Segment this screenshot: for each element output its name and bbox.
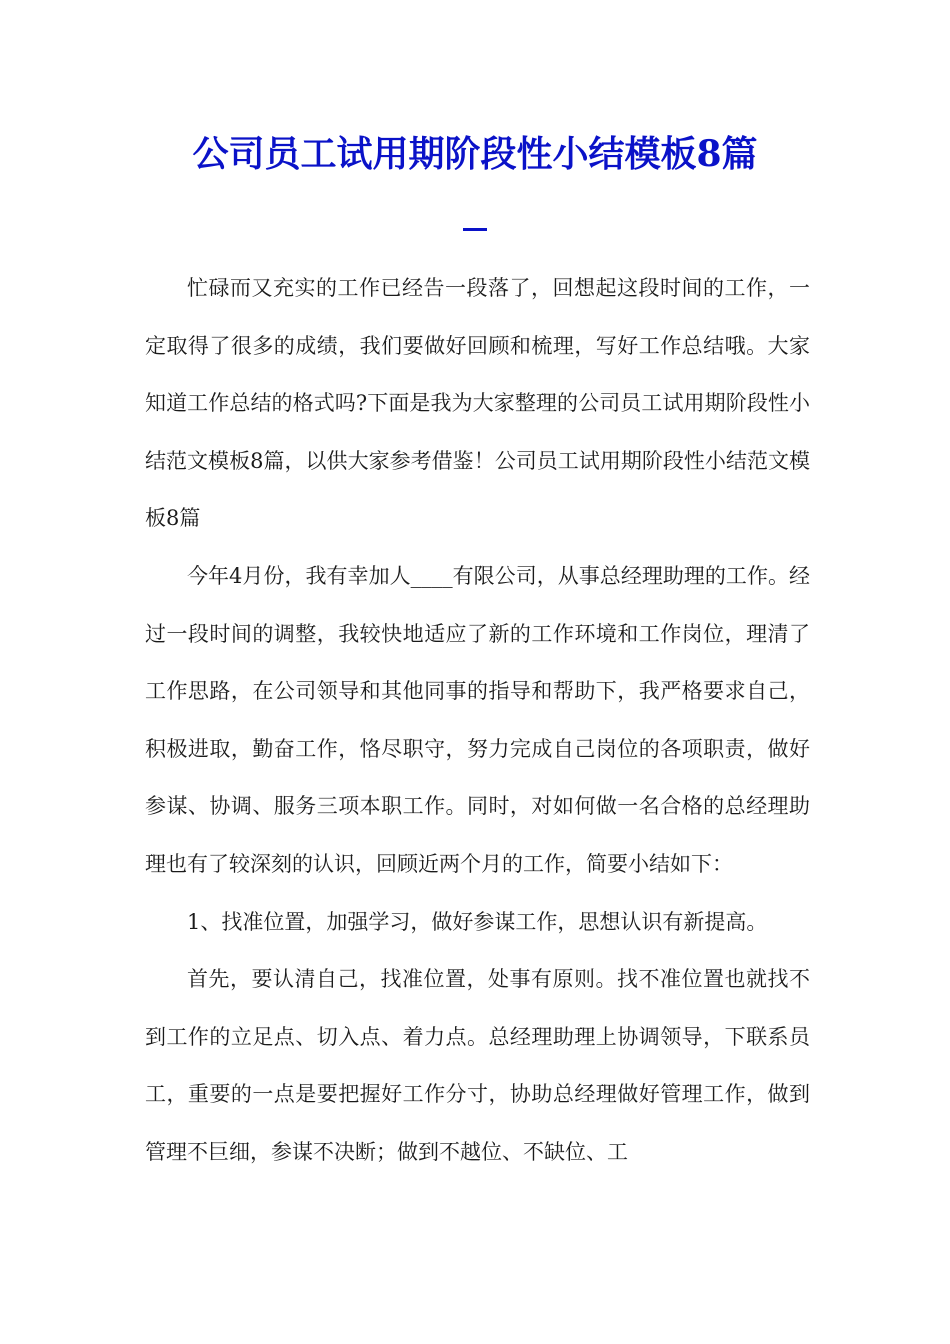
paragraph-intro: 忙碌而又充实的工作已经告一段落了，回想起这段时间的工作，一定取得了很多的成绩，我们要做好回顾和梳理，写好工作总结哦。大家知道工作总结的格式吗?下面是我为大家整理的公司员工试用期阶段性小结范文模板8篇，以供大家参考借鉴！公司员工试用期阶段性小结范文模板8篇 [145, 276, 810, 531]
paragraph-first-point: 首先，要认清自己，找准位置，处事有原则。找不准位置也就找不到工作的立足点、切入点、着力点。总经理助理上协调领导，下联系员工，重要的一点是要把握好工作分寸，协助总经理做好管理工作，做到管理不巨细，参谋不决断；做到不越位、不缺位、工 [145, 967, 810, 1164]
paragraph-section-heading: 1、找准位置，加强学习，做好参谋工作，思想认识有新提高。 [187, 909, 768, 934]
document-body [145, 260, 810, 1182]
title-dash [463, 228, 487, 231]
paragraph-overview: 今年4月份，我有幸加人____有限公司，从事总经理助理的工作。经过一段时间的调整，我较快地适应了新的工作环境和工作岗位，理清了工作思路，在公司领导和其他同事的指导和帮助下，我严格要求自己，积极进取，勤奋工作，恪尽职守，努力完成自己岗位的各项职责，做好参谋、协调、服务三项本职工作。同时，对如何做一名合格的总经理助理也有了较深刻的认识，回顾近两个月的工作，简要小结如下： [145, 563, 810, 876]
document-title: 公司员工试用期阶段性小结模板8篇 [192, 133, 758, 175]
